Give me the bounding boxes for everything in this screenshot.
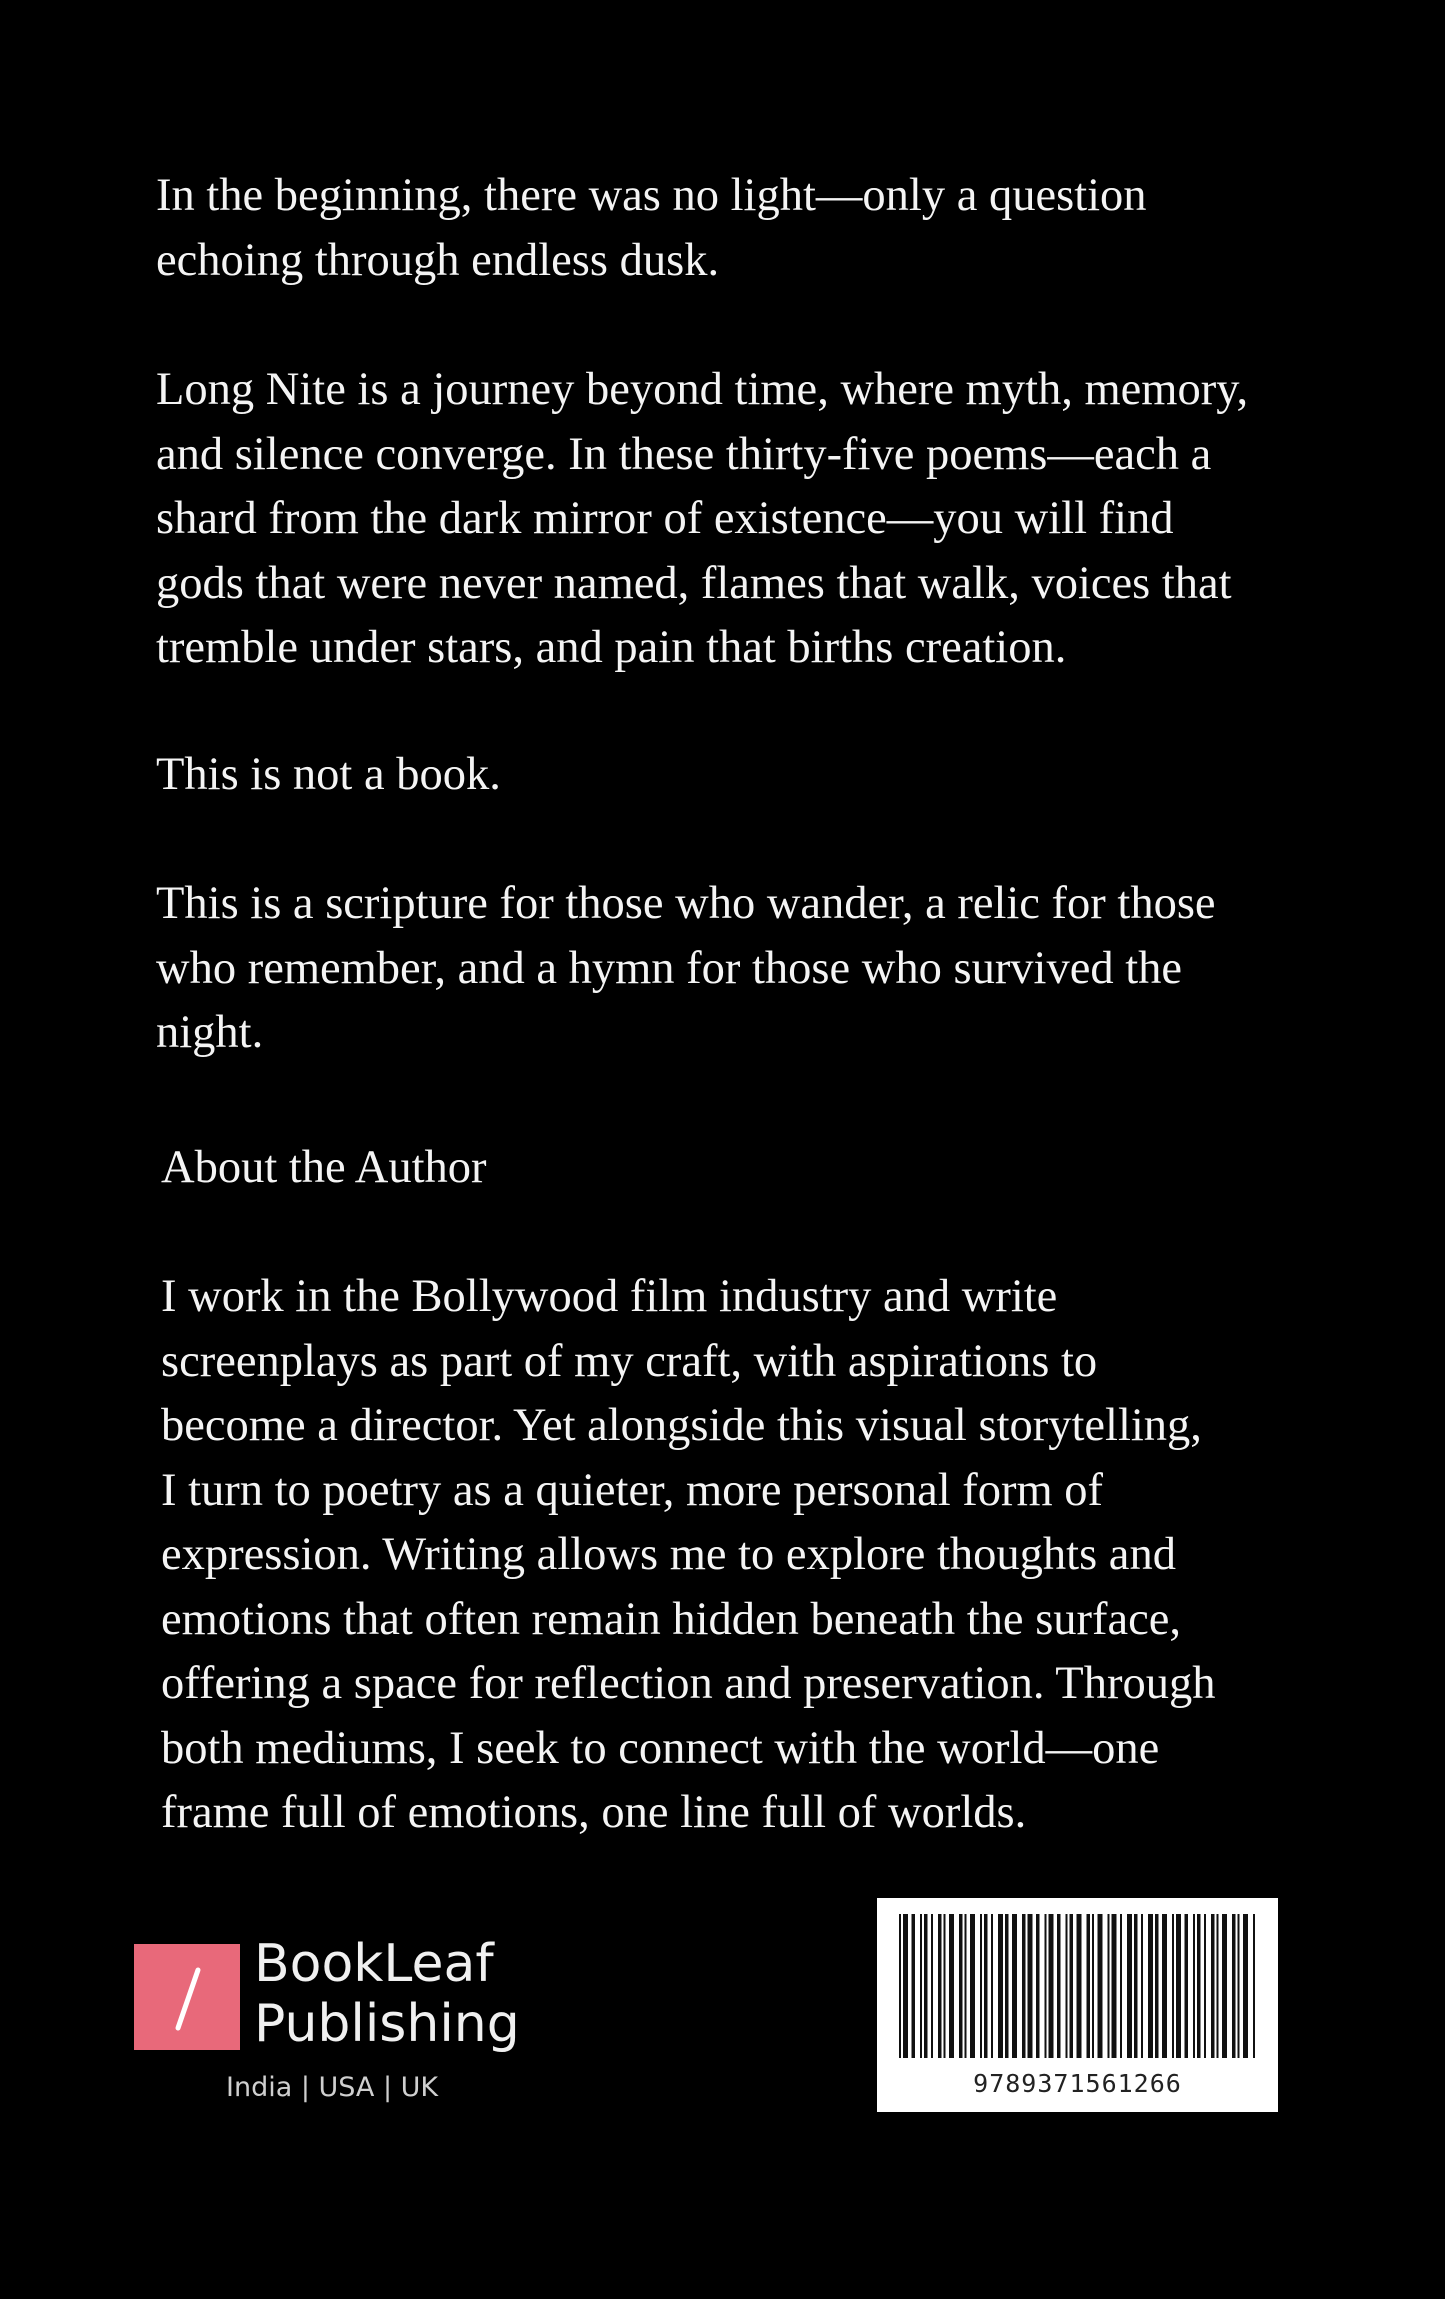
barcode-bar (965, 1914, 967, 2058)
slash-icon (134, 1944, 240, 2050)
barcode-bar (1098, 1914, 1103, 2058)
barcode-bar (1057, 1914, 1061, 2058)
barcode-bar (1185, 1914, 1189, 2058)
barcode-bar (924, 1914, 928, 2058)
barcode-bar (991, 1914, 993, 2058)
barcode-bar (1134, 1914, 1138, 2058)
logo-square (134, 1944, 240, 2050)
barcode-bar (1217, 1914, 1219, 2058)
statement-paragraph: This is not a book. (156, 749, 501, 800)
barcode-bar (984, 1914, 988, 2058)
barcode-bar (1162, 1914, 1167, 2058)
barcode-bar (920, 1914, 922, 2058)
barcode-bar (1005, 1914, 1009, 2058)
publisher-logo (134, 1934, 534, 2124)
barcode-bar (1077, 1914, 1082, 2058)
barcode-bar (1036, 1914, 1040, 2058)
barcode-bar (1204, 1914, 1206, 2058)
barcode-bar (998, 1914, 1003, 2058)
barcode-bar (1022, 1914, 1026, 2058)
barcode-bar (912, 1914, 916, 2058)
barcode-bar (959, 1914, 963, 2058)
barcode-bar (1112, 1914, 1117, 2058)
barcode-bar (1127, 1914, 1132, 2058)
barcode-bar (1253, 1914, 1255, 2058)
closing-paragraph: This is a scripture for those who wander, a relic for those who remember, and a hymn for those who survived the night. (156, 878, 1216, 1058)
barcode-bar (1012, 1914, 1017, 2058)
description-paragraph: Long Nite is a journey beyond time, where myth, memory, and silence converge. In these thirty-five poems—each a shard from the dark mirror of existence—you will find gods that were never named, flames that walk, voices that tremble under stars, and pain that births creation. (156, 364, 1249, 673)
isbn-barcode (877, 1898, 1278, 2112)
barcode-bar (1141, 1914, 1143, 2058)
barcode-bar (1108, 1914, 1110, 2058)
isbn-number: 9789371561266 (973, 2069, 1182, 2098)
barcode-bar (1155, 1914, 1159, 2058)
barcode-bar (1232, 1914, 1236, 2058)
barcode-bar (1045, 1914, 1047, 2058)
barcode-bar (1193, 1914, 1195, 2058)
publisher-regions: India | USA | UK (226, 2072, 439, 2103)
barcode-bar (944, 1914, 946, 2058)
barcode-bar (1070, 1914, 1074, 2058)
barcode-bar (1087, 1914, 1091, 2058)
about-author-body: I work in the Bollywood film industry and write screenplays as part of my craft, with aspirations to become a director. Yet alongside this visual storytelling, I turn to poetry as a quieter, more personal form of expression. Writing allows me to explore thoughts and emotions that often remain hidden beneath the surface, offering a space for reflection and preservation. Through both mediums, I seek to connect with the world—one frame full of emotions, one line full of worlds. (161, 1271, 1216, 1838)
barcode-bar (1092, 1914, 1094, 2058)
barcode-bar (1172, 1914, 1174, 2058)
barcode-bar (1066, 1914, 1068, 2058)
publisher-name: BookLeaf Publishing (254, 1934, 520, 2054)
barcode-bar (949, 1914, 954, 2058)
barcode-bar (899, 1914, 901, 2058)
barcode-bar (1148, 1914, 1153, 2058)
barcode-bar (1197, 1914, 1201, 2058)
barcode-bar (938, 1914, 942, 2058)
barcode-bar (1238, 1914, 1240, 2058)
barcode-bar (1049, 1914, 1054, 2058)
about-author-heading: About the Author (161, 1142, 487, 1193)
barcode-bar (1028, 1914, 1033, 2058)
barcode-bar (970, 1914, 975, 2058)
barcode-bar (1176, 1914, 1181, 2058)
barcode-bar (931, 1914, 933, 2058)
barcode-bar (980, 1914, 982, 2058)
barcode-bar (1120, 1914, 1122, 2058)
barcode-bar (903, 1914, 908, 2058)
barcode-bar (1243, 1914, 1248, 2058)
barcode-bar (1222, 1914, 1227, 2058)
barcode-bar (1211, 1914, 1215, 2058)
intro-paragraph: In the beginning, there was no light—only a question echoing through endless dusk. (156, 170, 1147, 286)
